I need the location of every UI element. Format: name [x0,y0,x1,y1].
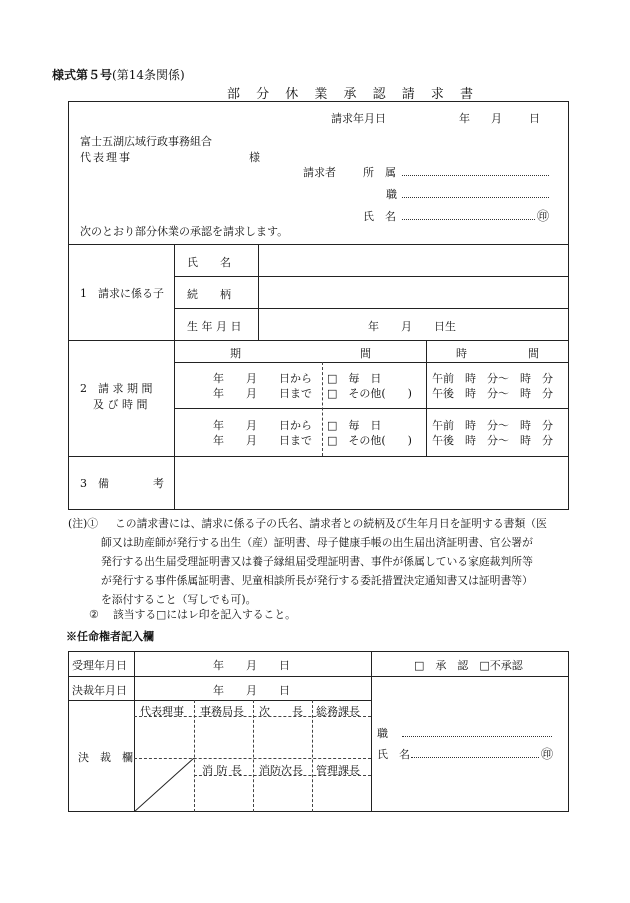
note1-line1: この請求書には、請求に係る子の氏名、請求者との続柄及び生年月日を証明する書類（医 [115,517,547,530]
approval-status-options[interactable]: □ 承 認 □不承認 [414,659,523,672]
role-general-affairs: 総務課長 [316,705,360,718]
request-date-label: 請求年月日 [331,112,386,125]
section2-label-line2: 及 び 時 間 [93,398,148,411]
name-field[interactable] [402,219,535,220]
entry2-to[interactable]: 年 月 日まで [213,434,312,447]
note2-text: 該当する□にはレ印を記入すること。 [113,608,296,621]
period-head-right: 間 [360,347,371,360]
diagonal-slash [134,758,194,812]
note1-line4: が発行する事件係属証明書、児童相談所長が発行する委託措置決定通知書又は証明書等） [101,574,533,587]
request-date-year[interactable]: 年 [459,112,470,125]
relationship-label: 続 柄 [187,288,231,301]
section1-label: 1 請求に係る子 [80,287,164,300]
entry2-am-time[interactable]: 午前 時 分～ 時 分 [432,419,553,432]
birthdate-value[interactable]: 年 月 日生 [368,320,456,333]
role-deputy: 次 長 [259,705,303,718]
entry1-from[interactable]: 年 月 日から [213,372,312,385]
approver-name-label: 氏 名 [377,748,410,761]
entry2-other-checkbox[interactable]: □ その他( ) [327,434,412,447]
note1-prefix: (注)① [68,517,99,530]
entry1-pm-time[interactable]: 午後 時 分～ 時 分 [432,387,553,400]
section3-label: 3 備 考 [80,477,164,490]
decided-date-label: 決裁年月日 [72,684,127,697]
note2-prefix: ② [89,608,99,621]
approver-name-field[interactable] [411,757,539,758]
addressee-honorific: 様 [249,151,260,164]
role-fire-chief: 消 防 長 [202,764,242,777]
note1-line3: 発行する出生届受理証明書又は養子縁組届受理証明書、事件が係属している家庭裁判所等 [101,555,533,568]
addressee-org: 富士五湖広域行政事務組合 [80,135,212,148]
entry2-daily-checkbox[interactable]: □ 毎 日 [327,419,382,432]
affiliation-label: 所 属 [363,166,396,179]
received-date-label: 受理年月日 [72,659,127,672]
note1-line5: を添付すること（写しでも可)。 [101,593,257,606]
role-secretary-general: 事務局長 [200,705,244,718]
seal-icon: ㊞ [537,209,550,223]
birthdate-label: 生 年 月 日 [187,320,242,333]
approver-position-field[interactable] [402,736,552,737]
request-date-month[interactable]: 月 [491,112,502,125]
appointer-heading: ※任命権者記入欄 [66,630,154,643]
request-date-day[interactable]: 日 [529,112,540,125]
note1-line2: 師又は助産師が発行する出生（産）証明書、母子健康手帳の出生届出済証明書、官公署が [101,536,533,549]
role-deputy-fire-chief: 消防次長 [259,764,303,777]
position-label: 職 [386,188,397,201]
form-title: 部 分 休 業 承 認 請 求 書 [227,87,480,102]
time-head-left: 時 [456,347,467,360]
request-statement: 次のとおり部分休業の承認を請求します。 [80,225,289,238]
approver-position-label: 職 [377,727,388,740]
entry1-am-time[interactable]: 午前 時 分～ 時 分 [432,372,553,385]
decision-label: 決 裁 欄 [78,751,133,764]
received-date-value[interactable]: 年 月 日 [213,659,290,672]
entry2-from[interactable]: 年 月 日から [213,419,312,432]
name-label: 氏 名 [363,210,396,223]
entry1-daily-checkbox[interactable]: □ 毎 日 [327,372,382,385]
decided-date-value[interactable]: 年 月 日 [213,684,290,697]
role-management: 管理課長 [316,764,360,777]
form-number: 様式第５号(第14条関係) [52,68,185,82]
entry1-to[interactable]: 年 月 日まで [213,387,312,400]
period-head-left: 期 [230,347,241,360]
time-head-right: 間 [528,347,539,360]
affiliation-field[interactable] [402,175,549,176]
addressee-role: 代表理事 [80,151,132,164]
entry2-pm-time[interactable]: 午後 時 分～ 時 分 [432,434,553,447]
entry1-other-checkbox[interactable]: □ その他( ) [327,387,412,400]
request-form-table [68,101,569,510]
requester-label: 請求者 [303,166,336,179]
position-field[interactable] [402,197,549,198]
role-representative: 代表理事 [140,705,184,718]
section2-label-line1: 2 請 求 期 間 [80,382,153,395]
approver-seal-icon: ㊞ [541,747,554,761]
child-name-label: 氏 名 [187,256,231,269]
